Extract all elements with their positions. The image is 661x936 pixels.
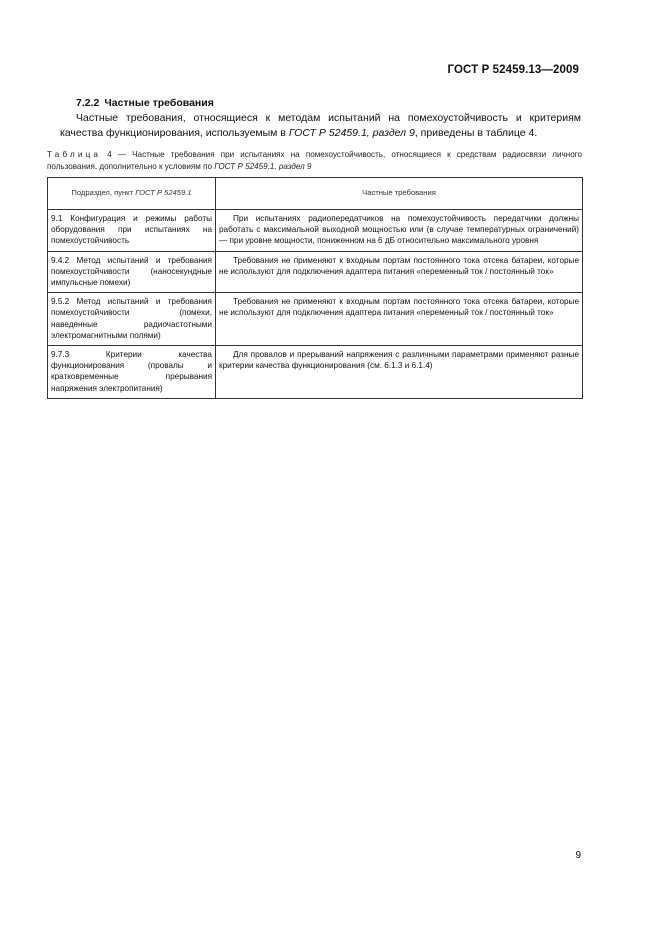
row-requirement: При испытаниях радиопередатчиков на помехоустойчивость передатчики должны работать с максимальной выходной мощностью или (в случае температурных ограничений) — при уровне мощности, пониженном на 6 дБ относительно максимального уровня [216, 210, 583, 252]
header-subsection-prefix: Подраздел, пункт [71, 188, 136, 198]
document-code: ГОСТ Р 52459.13—2009 [447, 64, 579, 76]
table-row [48, 210, 583, 252]
row-subsection: 9.1 Конфигурация и режимы работы оборудования при испытаниях на помехоустойчивость [48, 210, 216, 252]
page-number: 9 [575, 850, 581, 861]
table-caption-text: — Частные требования при испытаниях на помехоустойчивость, относящиеся к средствам радиосвязи личного пользования, дополнительно к условиям по [47, 150, 582, 171]
requirements-table [47, 177, 583, 399]
header-subsection [48, 178, 216, 210]
row-requirement: Требования не применяют к входным портам постоянного тока отсека батареи, которые не используют для подключения адаптера питания «переменный ток / постоянный ток» [216, 251, 583, 293]
intro-reference: ГОСТ Р 52459.1, раздел 9 [288, 127, 415, 139]
row-subsection: 9.5.2 Метод испытаний и требования помехоустойчивости (помехи, наведенные радиочастотными электромагнитными полями) [48, 293, 216, 346]
section-number: 7.2.2 [76, 97, 100, 109]
header-subsection-ref: ГОСТ Р 52459.1 [135, 188, 192, 198]
row-requirement: Для провалов и прерываний напряжения с различными параметрами применяют разные критерии качества функционирования (см. 6.1.3 и 6.1.4) [216, 346, 583, 399]
section-heading [76, 97, 214, 109]
row-requirement: Требования не применяют к входным портам постоянного тока отсека батареи, которые не используют для подключения адаптера питания «переменный ток / постоянный ток» [216, 293, 583, 346]
table-caption-number: 4 [107, 150, 112, 159]
table-row [48, 251, 583, 293]
table-caption-reference: ГОСТ Р 52459.1, раздел 9 [214, 162, 312, 171]
section-intro [60, 111, 581, 141]
table-row [48, 293, 583, 346]
intro-text-before: Частные требования, относящиеся к методам испытаний на помехоустойчивость и критериям качества функционирования, используемым в [60, 112, 581, 139]
section-title: Частные требования [104, 97, 214, 109]
table-caption [47, 149, 582, 173]
table-header-row [48, 178, 583, 210]
table-row [48, 346, 583, 399]
table-caption-label: Таблица [47, 150, 102, 159]
intro-text-after: , приведены в таблице 4. [414, 127, 538, 139]
header-requirements: Частные требования [216, 178, 583, 210]
row-subsection: 9.7.3 Критерии качества функционирования (провалы и кратковременные прерывания напряжения электропитания) [48, 346, 216, 399]
intro-paragraph [60, 111, 581, 141]
row-subsection: 9.4.2 Метод испытаний и требования помехоустойчивости (наносекундные импульсные помехи) [48, 251, 216, 293]
